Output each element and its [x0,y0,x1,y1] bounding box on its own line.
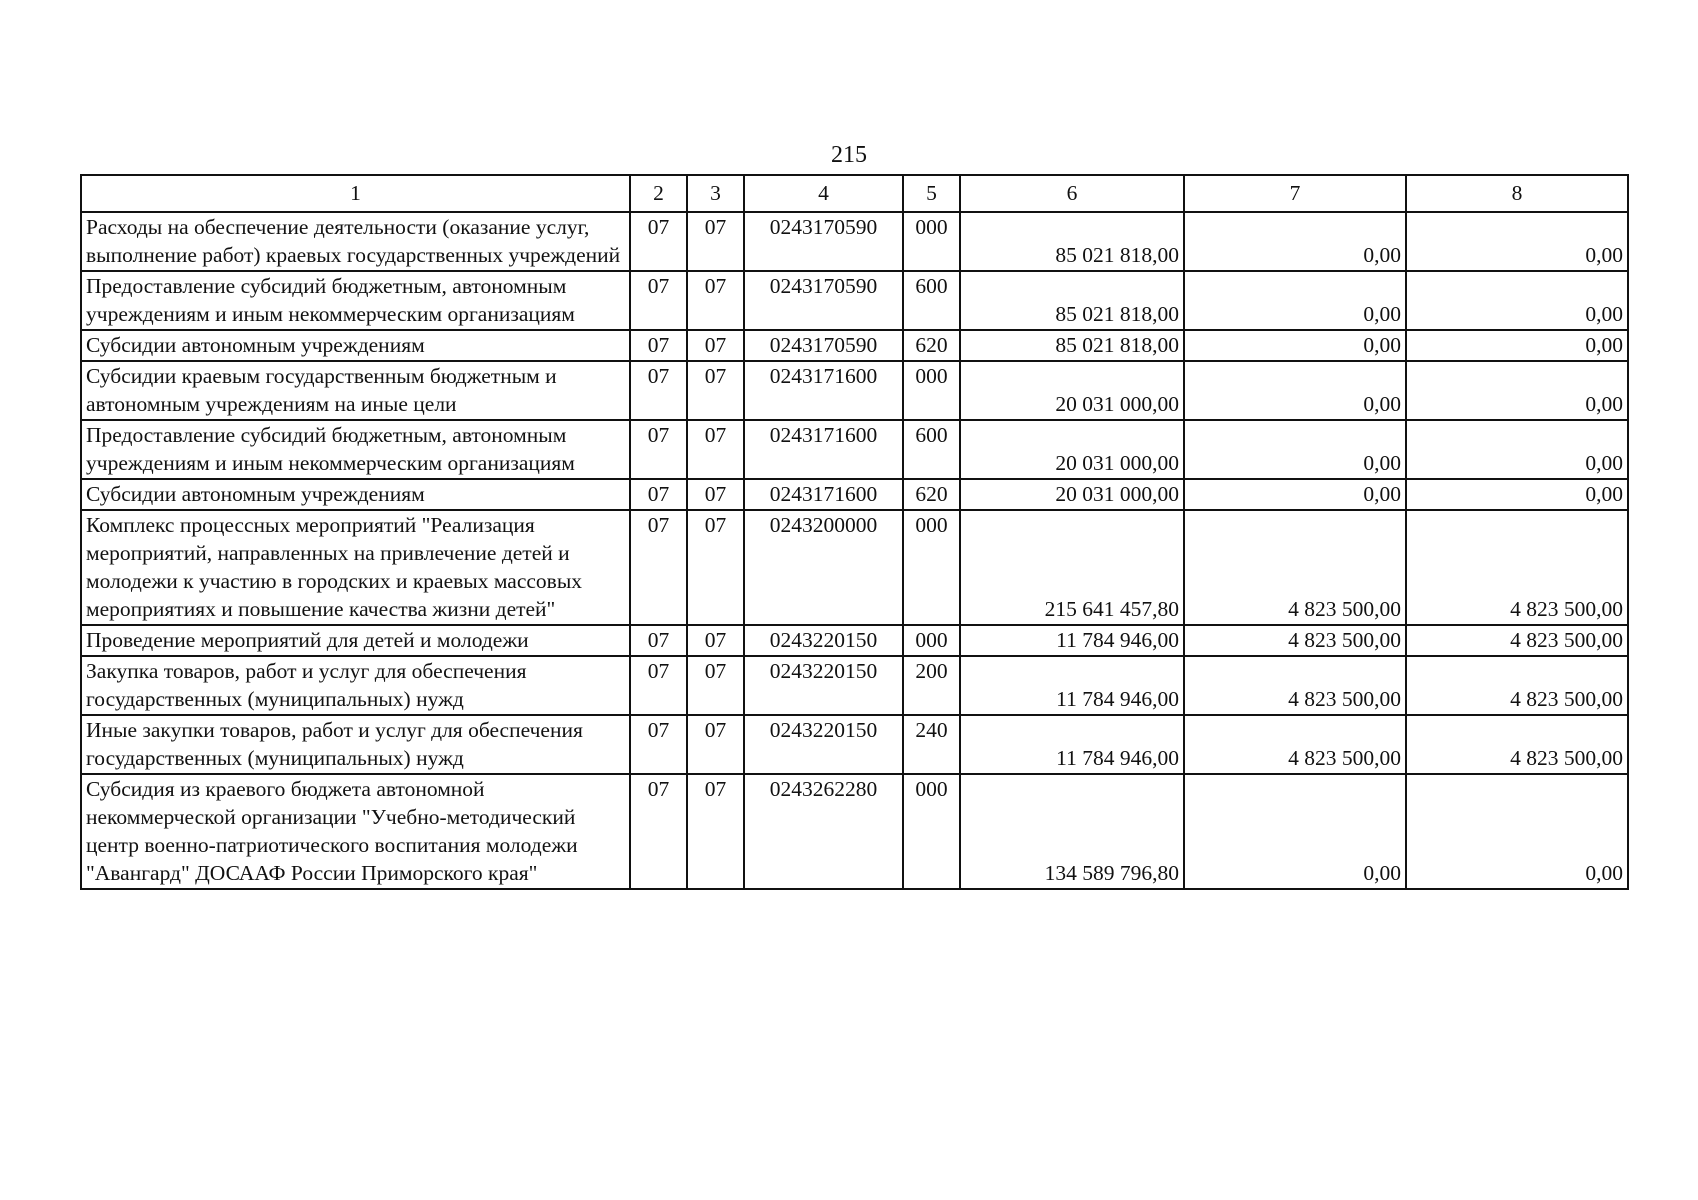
target-code: 0243171600 [744,479,903,510]
section-code: 07 [630,420,687,479]
row-name: Субсидии автономным учреждениям [81,479,630,510]
subsection-code: 07 [687,625,744,656]
amount-col6: 11 784 946,00 [960,625,1184,656]
row-name: Закупка товаров, работ и услуг для обеспечения государственных (муниципальных) нужд [81,656,630,715]
section-code: 07 [630,361,687,420]
amount-col8: 0,00 [1406,774,1628,889]
amount-col8: 4 823 500,00 [1406,510,1628,625]
amount-col7: 4 823 500,00 [1184,656,1406,715]
row-name: Проведение мероприятий для детей и молодежи [81,625,630,656]
amount-col8: 0,00 [1406,420,1628,479]
amount-col7: 0,00 [1184,330,1406,361]
row-name: Комплекс процессных мероприятий "Реализация мероприятий, направленных на привлечение детей и молодежи к участию в городских и краевых массовых мероприятиях и повышение качества жизни детей" [81,510,630,625]
amount-col6: 215 641 457,80 [960,510,1184,625]
expense-type-code: 000 [903,510,960,625]
header-cell: 2 [630,175,687,212]
expense-type-code: 620 [903,330,960,361]
target-code: 0243171600 [744,361,903,420]
table-row [81,420,1628,479]
expense-type-code: 000 [903,774,960,889]
amount-col8: 4 823 500,00 [1406,715,1628,774]
header-cell: 1 [81,175,630,212]
amount-col6: 85 021 818,00 [960,330,1184,361]
table-row [81,774,1628,889]
amount-col6: 20 031 000,00 [960,420,1184,479]
amount-col6: 85 021 818,00 [960,212,1184,271]
table-row [81,361,1628,420]
subsection-code: 07 [687,774,744,889]
amount-col7: 4 823 500,00 [1184,715,1406,774]
table-row [81,656,1628,715]
subsection-code: 07 [687,510,744,625]
table-row [81,510,1628,625]
expense-type-code: 000 [903,625,960,656]
amount-col8: 0,00 [1406,271,1628,330]
expense-type-code: 200 [903,656,960,715]
amount-col7: 4 823 500,00 [1184,625,1406,656]
section-code: 07 [630,625,687,656]
header-row [81,175,1628,212]
table-row [81,212,1628,271]
amount-col8: 0,00 [1406,361,1628,420]
subsection-code: 07 [687,420,744,479]
target-code: 0243170590 [744,271,903,330]
header-cell: 4 [744,175,903,212]
row-name: Расходы на обеспечение деятельности (оказание услуг, выполнение работ) краевых государственных учреждений [81,212,630,271]
amount-col7: 0,00 [1184,479,1406,510]
section-code: 07 [630,510,687,625]
row-name: Иные закупки товаров, работ и услуг для обеспечения государственных (муниципальных) нужд [81,715,630,774]
expense-type-code: 620 [903,479,960,510]
header-cell: 6 [960,175,1184,212]
row-name: Субсидия из краевого бюджета автономной некоммерческой организации "Учебно-методический центр военно-патриотического воспитания молодежи "Авангард" ДОСААФ России Приморского края" [81,774,630,889]
subsection-code: 07 [687,479,744,510]
amount-col6: 20 031 000,00 [960,361,1184,420]
expense-type-code: 000 [903,212,960,271]
budget-table [80,174,1629,890]
amount-col6: 134 589 796,80 [960,774,1184,889]
amount-col8: 0,00 [1406,330,1628,361]
expense-type-code: 000 [903,361,960,420]
amount-col8: 0,00 [1406,212,1628,271]
subsection-code: 07 [687,271,744,330]
subsection-code: 07 [687,330,744,361]
expense-type-code: 240 [903,715,960,774]
amount-col7: 4 823 500,00 [1184,510,1406,625]
amount-col7: 0,00 [1184,774,1406,889]
table-row [81,330,1628,361]
amount-col7: 0,00 [1184,212,1406,271]
amount-col8: 4 823 500,00 [1406,656,1628,715]
section-code: 07 [630,774,687,889]
section-code: 07 [630,479,687,510]
subsection-code: 07 [687,212,744,271]
amount-col7: 0,00 [1184,361,1406,420]
header-cell: 8 [1406,175,1628,212]
section-code: 07 [630,330,687,361]
header-cell: 5 [903,175,960,212]
target-code: 0243220150 [744,715,903,774]
target-code: 0243171600 [744,420,903,479]
amount-col6: 20 031 000,00 [960,479,1184,510]
header-cell: 7 [1184,175,1406,212]
target-code: 0243220150 [744,656,903,715]
table-row [81,271,1628,330]
row-name: Предоставление субсидий бюджетным, автономным учреждениям и иным некоммерческим организациям [81,420,630,479]
table-row [81,625,1628,656]
amount-col8: 4 823 500,00 [1406,625,1628,656]
page-number: 215 [831,142,867,168]
target-code: 0243220150 [744,625,903,656]
target-code: 0243200000 [744,510,903,625]
amount-col6: 11 784 946,00 [960,715,1184,774]
row-name: Субсидии краевым государственным бюджетным и автономным учреждениям на иные цели [81,361,630,420]
subsection-code: 07 [687,361,744,420]
section-code: 07 [630,212,687,271]
subsection-code: 07 [687,656,744,715]
amount-col7: 0,00 [1184,271,1406,330]
target-code: 0243262280 [744,774,903,889]
header-cell: 3 [687,175,744,212]
target-code: 0243170590 [744,330,903,361]
amount-col7: 0,00 [1184,420,1406,479]
table-row [81,715,1628,774]
amount-col6: 85 021 818,00 [960,271,1184,330]
table-row [81,479,1628,510]
target-code: 0243170590 [744,212,903,271]
expense-type-code: 600 [903,420,960,479]
row-name: Субсидии автономным учреждениям [81,330,630,361]
amount-col8: 0,00 [1406,479,1628,510]
row-name: Предоставление субсидий бюджетным, автономным учреждениям и иным некоммерческим организациям [81,271,630,330]
section-code: 07 [630,715,687,774]
section-code: 07 [630,656,687,715]
amount-col6: 11 784 946,00 [960,656,1184,715]
expense-type-code: 600 [903,271,960,330]
subsection-code: 07 [687,715,744,774]
section-code: 07 [630,271,687,330]
